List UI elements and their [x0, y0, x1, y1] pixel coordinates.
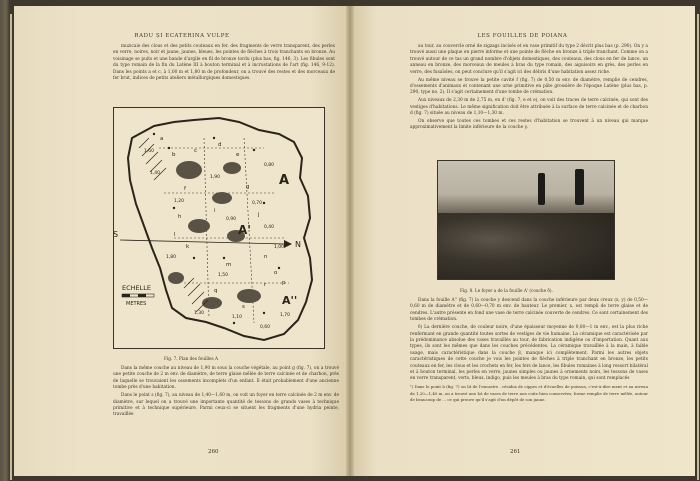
right-top-paragraphs — [410, 44, 648, 133]
depth-label: 1,40 — [150, 171, 161, 176]
label-a-double-prime: A'' — [282, 294, 298, 307]
paragraph: Aux niveaux de 2,30 m de 2,75 m, en d' (fig. 7, e et e), on voit des traces de terre calcinée, qui sont des vestiges d'habitations. Le même signification doit être attribuée à la surface de terre calcinée et de charbon d (fig. 7) située au niveau de 1,10—1,30 m. — [410, 98, 648, 117]
depth-label: 0,90 — [226, 217, 237, 222]
point-label: o — [274, 270, 278, 276]
scale-unit: METRES — [126, 301, 147, 307]
depth-label: 1,80 — [166, 255, 177, 260]
left-bottom-paragraphs — [113, 366, 339, 420]
depth-label: 0,70 — [252, 201, 263, 206]
depth-label: 1,10 — [232, 315, 243, 320]
s-n-axis — [120, 240, 286, 244]
page-number-left: 260 — [208, 449, 219, 455]
excavation-plan-svg — [114, 108, 324, 348]
paragraph: δ) La dernière couche, de couleur noire, d'une épaisseur moyenne de 0,80—1 m env., est la plus riche renfermant en grande quantité toutes sortes de vestiges de vie humaine. La céramique est caractérisée par la prédominance absolue des vases travaillés au tour, de fabrication indigène ou d'importation. Quant aux types, ils sont les mêmes que dans les couches précédentes. La céramique travaillée à la main, à faible usage, mais caractéristique dans la couche β, manque ici complètement. Parmi les autres objets caractéristiques de cette couche je vois les pointes de flèches à triple tranchant en bronze, les petits couteaux en fer, les clous et les crochets en fer, les fers de lance, les fibules romaines à long ressort bilatéral et à bouton terminal, les perles en verre, jaunes simples ou jaunes à ornements noirs, les tessons de vases en verre transparent, verts, bleus, indigo, puis les meules à bras du type romain, qui sont remplacés — [410, 325, 648, 382]
paragraph: Dans la même couche au niveau de 1,90 m sous la couche végétale, au point g (fig. 7), on a trouvé une petite couche de 2 m env. de diamètre, de terre glaise mêlée de terre calcinée et de charbon, près de laquelle se trouvaient les ossements incomplets d'un enfant. Il était probablement d'une ancienne tombe près d'une habitation. — [113, 366, 339, 391]
depth-label: 0,60 — [260, 325, 271, 330]
scale-bar-segment — [122, 294, 130, 297]
point-label: i — [214, 208, 216, 214]
left-top-paragraph — [113, 44, 335, 84]
scale-bar-segment — [138, 294, 146, 297]
point-label: l — [174, 232, 176, 238]
photo-ground — [438, 213, 614, 279]
label-n: N — [295, 240, 301, 249]
depth-label: 0,80 — [264, 163, 275, 168]
book-gutter — [346, 6, 354, 476]
point-label: k — [186, 244, 190, 250]
excavation-photo — [437, 160, 615, 280]
point-label: s — [242, 304, 245, 310]
point-label: r — [264, 282, 267, 288]
label-s: S — [113, 230, 119, 239]
depth-label: 1,30 — [194, 311, 205, 316]
photo-caption: Fig. 8. Le foyer a de la fouille A' (couche δ). — [460, 288, 553, 293]
depth-label: 1,00 — [274, 245, 285, 250]
point-label: g — [246, 184, 250, 190]
depth-label: 1,60 — [144, 149, 155, 154]
photo-figure — [538, 173, 545, 205]
paragraph: Dans le point s (fig. 7), au niveau de 1,40—1,60 m, on voit un foyer en terre calcinée de 2 m env. de diamètre, sur lequel on a trouvé une importante quantité de tessons de grands vases à technique primitive et à technique supérieure. Parmi ceux-ci se situent les fragments d'une hydria peinte, travaillée — [113, 393, 339, 418]
point-label: f — [184, 186, 186, 192]
paragraph: au tour, au couvercle orné de zigzags incisés et en vase primitif du type 2 décrit plus bas (p. 290). On y a trouvé aussi une plaque en pierre informe et une pointe de flèche en bronze à triple tranchant. Comme on a trouvé autour de ce tas un grand nombre d'objets domestiques, des couteaux, des clous en fer de lance, un anneau en bronze, des morceaux de meules à bras du type romain, des aiguisoirs en grès, des perles en verre, des fusaïoles, on peut conclure qu'il s'agit ici des débris d'une habitation assez riche. — [410, 44, 648, 75]
point-label: b — [172, 152, 176, 158]
page-edge — [697, 14, 699, 480]
point-label: d — [218, 142, 222, 148]
photo-figure — [575, 169, 584, 205]
paragraph: Au même niveau se trouve la petite cavité f (fig. 7) de 0,50 m env. de diamètre, remplie de cendres, d'ossements d'animaux et contenant une urne primitive en pâte grossière de l'époque Latène (plus bas, p. 290, type no. 2). Il s'agit certainement d'une tombe de crémation. — [410, 77, 648, 96]
scale-label: ECHELLE — [122, 284, 151, 292]
figure-caption: Fig. 7. Plan des fouilles A — [164, 356, 219, 361]
point-label: n — [264, 254, 268, 260]
paragraph: muzicaie des clous et des petits couteaux en fer, des fragments de verre transparent, des perles en verre, noires, noir et jaune, jaunes, bleues, les pointes de flèches à trois tranchants en bronze. Au voisinage se puits et une bande d'argile en fil de bronze tordu (plus bas, fig. 146, 3). Les fibules sont du type romain de la fin du Latène III à bouton terminal et à incrustations de l'art (fig. 146, 9-12). Dans les points a et c, à 1,00 m et 1,80 m de profondeur, on a trouvé des restes et des morceaux de fer brut, indices de petits ateliers métallurgiques domestiques. — [113, 44, 335, 82]
point-label: e — [236, 152, 240, 158]
find-points — [153, 133, 280, 324]
point-label: h — [178, 214, 182, 220]
depth-label: 1,50 — [218, 273, 229, 278]
right-bottom-paragraphs — [410, 298, 648, 405]
label-a-prime: A' — [238, 223, 251, 237]
page-edge — [10, 14, 12, 480]
depth-label: 1,70 — [280, 313, 291, 318]
point-label: c — [194, 148, 198, 154]
label-a: A — [279, 173, 290, 188]
page-number-right: 261 — [510, 449, 521, 455]
north-arrow-icon — [284, 240, 292, 248]
paragraph: On observe que toutes ces tombes et ces restes d'habitation se trouvent à un niveau qui marque approximativement la limite inférieure de la couche γ. — [410, 118, 648, 131]
paragraph: Dans la fouille A'' (fig. 7) la couche y descend dans la couche inférieure par deux creux (x, y) de 0,50—0,60 m de diamètre et de 0,60—0,70 m env. de hauteur. Le premier, x, est rempli de terre glaise et de cendres. L'autre présente en fond une vase de terre calcinée couverte de cendres. Ce sont certainement des tombes de crémation. — [410, 298, 648, 323]
left-page-header: RADU ȘI ECATERINA VULPE — [134, 33, 230, 39]
point-label: p — [282, 280, 286, 286]
footnote: ¹) Dans le point h (fig. 7) on lit de l'encastre . résidus de cippes et d'écuelles de poisson, c'est-à-dire ment et au niveau de 1,20—1,40 m, on a trouvé une lot de vases de terre non cuite bien conservées; forme remplie de terre mêlée, autour de beaucoup de ... ce qui prouve qu'il s'agit d'un dépôt de son jaune. — [410, 384, 648, 403]
point-label: j — [258, 212, 260, 218]
right-page-header: LES FOUILLES DE POIANA — [477, 33, 568, 39]
depth-label: 1,90 — [210, 175, 221, 180]
point-label: m — [226, 262, 232, 268]
depth-label: 0,40 — [264, 225, 275, 230]
point-label: q — [214, 288, 218, 294]
depth-label: 1,20 — [174, 199, 185, 204]
point-label: a — [160, 136, 164, 142]
excavation-plan-figure — [113, 107, 325, 349]
